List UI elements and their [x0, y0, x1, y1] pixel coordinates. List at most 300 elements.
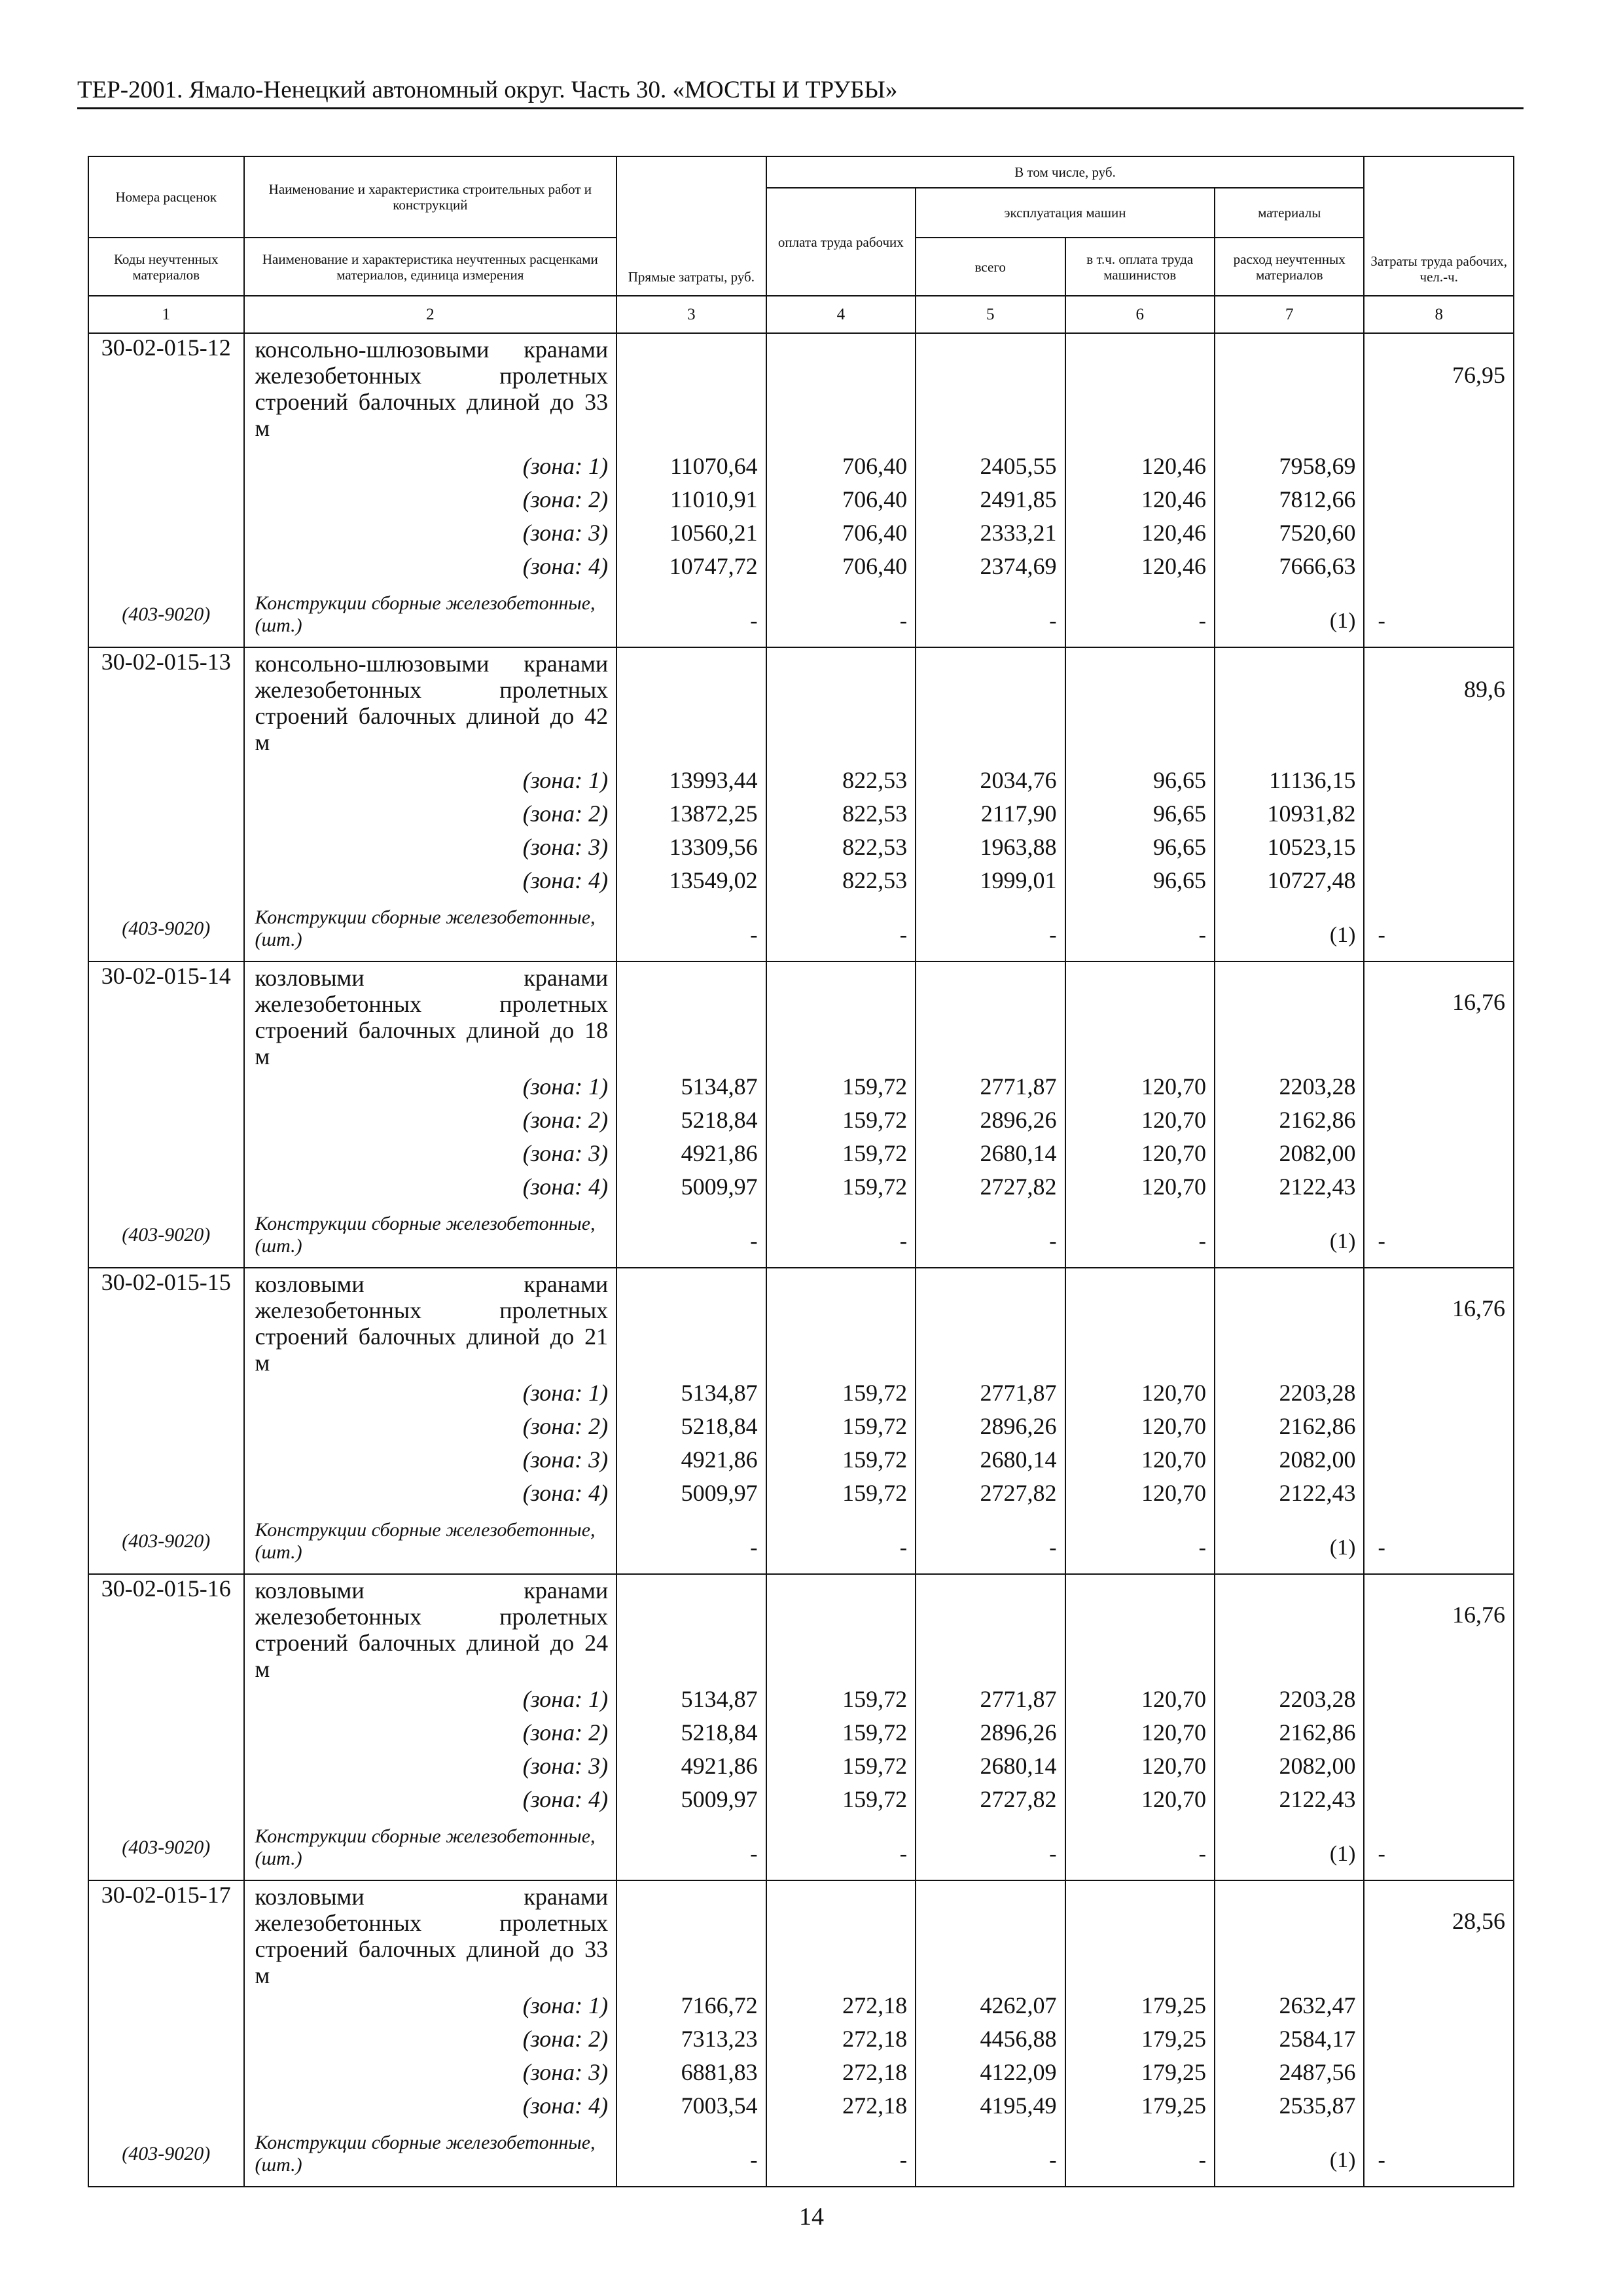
empty-cell: [88, 797, 244, 830]
zone-value: 1963,88: [916, 830, 1065, 863]
zone-value: 11010,91: [616, 482, 766, 516]
material-labor-dash: -: [1364, 2122, 1514, 2187]
material-dash: -: [1065, 583, 1215, 647]
zone-value: 159,72: [766, 1476, 916, 1509]
zone-value: 2771,87: [916, 1376, 1065, 1409]
zone-label: (зона: 3): [244, 516, 617, 549]
empty-cell: [1215, 961, 1364, 1069]
zone-label: (зона: 4): [244, 549, 617, 583]
empty-cell: [88, 1443, 244, 1476]
zone-row: [88, 1136, 1514, 1170]
empty-cell: [916, 1574, 1065, 1682]
zone-value: 159,72: [766, 1136, 916, 1170]
zone-value: 159,72: [766, 1682, 916, 1715]
zone-value: 5009,97: [616, 1782, 766, 1816]
material-name: Конструкции сборные железобетонные, (шт.): [244, 2122, 617, 2187]
zone-label: (зона: 2): [244, 2022, 617, 2055]
rate-title-row: [88, 1268, 1514, 1376]
empty-cell: [1364, 516, 1514, 549]
rate-code: 30-02-015-15: [88, 1268, 244, 1376]
material-dash: -: [1065, 2122, 1215, 2187]
rates-table: [88, 156, 1514, 2187]
zone-value: 2771,87: [916, 1682, 1065, 1715]
header-materials-group: материалы: [1215, 188, 1364, 238]
zone-row: [88, 797, 1514, 830]
empty-cell: [88, 830, 244, 863]
material-row: [88, 1816, 1514, 1880]
material-code: (403-9020): [88, 583, 244, 647]
empty-cell: [766, 647, 916, 763]
empty-cell: [88, 1103, 244, 1136]
zone-row: [88, 1170, 1514, 1203]
zone-value: 2122,43: [1215, 1782, 1364, 1816]
material-code: (403-9020): [88, 1509, 244, 1574]
labor-hours: 16,76: [1364, 961, 1514, 1069]
empty-cell: [1364, 1476, 1514, 1509]
zone-value: 2162,86: [1215, 1409, 1364, 1443]
empty-cell: [916, 1880, 1065, 1988]
zone-value: 2082,00: [1215, 1136, 1364, 1170]
empty-cell: [88, 863, 244, 897]
zone-label: (зона: 3): [244, 1136, 617, 1170]
empty-cell: [1215, 333, 1364, 449]
empty-cell: [1364, 1103, 1514, 1136]
empty-cell: [766, 1574, 916, 1682]
zone-row: [88, 2055, 1514, 2089]
zone-label: (зона: 4): [244, 863, 617, 897]
material-labor-dash: -: [1364, 1509, 1514, 1574]
zone-value: 272,18: [766, 1988, 916, 2022]
zone-value: 706,40: [766, 449, 916, 482]
zone-value: 120,70: [1065, 1443, 1215, 1476]
zone-value: 11070,64: [616, 449, 766, 482]
header-rate-number: Номера расценок: [88, 156, 244, 238]
zone-row: [88, 1409, 1514, 1443]
zone-value: 179,25: [1065, 2089, 1215, 2122]
zone-value: 120,46: [1065, 482, 1215, 516]
empty-cell: [88, 2089, 244, 2122]
zone-value: 159,72: [766, 1749, 916, 1782]
empty-cell: [766, 1268, 916, 1376]
zone-value: 5009,97: [616, 1170, 766, 1203]
zone-value: 120,70: [1065, 1409, 1215, 1443]
zone-value: 4921,86: [616, 1443, 766, 1476]
zone-value: 822,53: [766, 830, 916, 863]
zone-value: 5134,87: [616, 1376, 766, 1409]
empty-cell: [88, 1988, 244, 2022]
material-dash: -: [916, 1509, 1065, 1574]
zone-row: [88, 1682, 1514, 1715]
rate-title-row: [88, 1880, 1514, 1988]
empty-cell: [1065, 333, 1215, 449]
zone-row: [88, 763, 1514, 797]
zone-value: 7166,72: [616, 1988, 766, 2022]
material-dash: -: [766, 1203, 916, 1268]
material-dash: -: [1065, 1203, 1215, 1268]
zone-value: 1999,01: [916, 863, 1065, 897]
empty-cell: [88, 482, 244, 516]
zone-value: 120,70: [1065, 1682, 1215, 1715]
zone-value: 159,72: [766, 1170, 916, 1203]
material-row: [88, 583, 1514, 647]
zone-value: 96,65: [1065, 763, 1215, 797]
empty-cell: [616, 333, 766, 449]
material-name: Конструкции сборные железобетонные, (шт.): [244, 1203, 617, 1268]
empty-cell: [88, 449, 244, 482]
rate-title: козловыми кранами железобетонных пролетных строений балочных длиной до 18 м: [244, 961, 617, 1069]
material-name: Конструкции сборные железобетонные, (шт.): [244, 1816, 617, 1880]
labor-hours: 76,95: [1364, 333, 1514, 449]
empty-cell: [1215, 1268, 1364, 1376]
zone-value: 2727,82: [916, 1476, 1065, 1509]
zone-value: 179,25: [1065, 2022, 1215, 2055]
material-dash: -: [1065, 897, 1215, 961]
rate-code: 30-02-015-16: [88, 1574, 244, 1682]
zone-value: 2896,26: [916, 1715, 1065, 1749]
page-number: 14: [799, 2203, 824, 2231]
zone-row: [88, 863, 1514, 897]
zone-value: 2487,56: [1215, 2055, 1364, 2089]
material-labor-dash: -: [1364, 1203, 1514, 1268]
table-header: [88, 156, 1514, 333]
zone-label: (зона: 4): [244, 1782, 617, 1816]
material-dash: -: [916, 1203, 1065, 1268]
zone-row: [88, 549, 1514, 583]
zone-value: 2727,82: [916, 1782, 1065, 1816]
zone-value: 6881,83: [616, 2055, 766, 2089]
empty-cell: [1364, 1409, 1514, 1443]
empty-cell: [1364, 2055, 1514, 2089]
material-labor-dash: -: [1364, 1816, 1514, 1880]
zone-value: 2491,85: [916, 482, 1065, 516]
zone-row: [88, 2089, 1514, 2122]
empty-cell: [916, 333, 1065, 449]
column-number: 8: [1364, 296, 1514, 333]
zone-value: 5134,87: [616, 1682, 766, 1715]
empty-cell: [88, 1682, 244, 1715]
zone-value: 272,18: [766, 2022, 916, 2055]
zone-row: [88, 1443, 1514, 1476]
zone-row: [88, 1069, 1514, 1103]
empty-cell: [88, 1170, 244, 1203]
labor-hours: 28,56: [1364, 1880, 1514, 1988]
material-qty: (1): [1215, 1203, 1364, 1268]
zone-row: [88, 1749, 1514, 1782]
empty-cell: [1065, 1574, 1215, 1682]
zone-label: (зона: 4): [244, 2089, 617, 2122]
zone-value: 2162,86: [1215, 1103, 1364, 1136]
rate-title: козловыми кранами железобетонных пролетных строений балочных длиной до 33 м: [244, 1880, 617, 1988]
zone-value: 4921,86: [616, 1136, 766, 1170]
empty-cell: [88, 763, 244, 797]
zone-value: 4262,07: [916, 1988, 1065, 2022]
empty-cell: [616, 647, 766, 763]
empty-cell: [1215, 1574, 1364, 1682]
zone-label: (зона: 2): [244, 1715, 617, 1749]
material-code: (403-9020): [88, 1816, 244, 1880]
zone-value: 2117,90: [916, 797, 1065, 830]
zone-value: 5218,84: [616, 1409, 766, 1443]
zone-value: 2034,76: [916, 763, 1065, 797]
zone-row: [88, 1376, 1514, 1409]
empty-cell: [88, 1136, 244, 1170]
zone-value: 822,53: [766, 797, 916, 830]
zone-row: [88, 830, 1514, 863]
material-dash: -: [1065, 1816, 1215, 1880]
empty-cell: [88, 1749, 244, 1782]
zone-value: 2203,28: [1215, 1682, 1364, 1715]
material-name: Конструкции сборные железобетонные, (шт.): [244, 897, 617, 961]
zone-value: 96,65: [1065, 797, 1215, 830]
zone-value: 2082,00: [1215, 1443, 1364, 1476]
empty-cell: [1065, 961, 1215, 1069]
rate-code: 30-02-015-14: [88, 961, 244, 1069]
zone-value: 272,18: [766, 2055, 916, 2089]
zone-value: 4456,88: [916, 2022, 1065, 2055]
zone-label: (зона: 1): [244, 449, 617, 482]
zone-value: 2405,55: [916, 449, 1065, 482]
zone-value: 2122,43: [1215, 1170, 1364, 1203]
material-dash: -: [1065, 1509, 1215, 1574]
zone-value: 2896,26: [916, 1409, 1065, 1443]
empty-cell: [88, 1376, 244, 1409]
material-name: Конструкции сборные железобетонные, (шт.): [244, 1509, 617, 1574]
zone-value: 4921,86: [616, 1749, 766, 1782]
header-work-name: Наименование и характеристика строительных работ и конструкций: [244, 156, 617, 238]
material-dash: -: [616, 1509, 766, 1574]
material-dash: -: [766, 1509, 916, 1574]
zone-value: 96,65: [1065, 830, 1215, 863]
empty-cell: [1364, 449, 1514, 482]
empty-cell: [88, 1782, 244, 1816]
empty-cell: [1364, 1749, 1514, 1782]
material-dash: -: [916, 583, 1065, 647]
material-labor-dash: -: [1364, 897, 1514, 961]
zone-value: 120,70: [1065, 1782, 1215, 1816]
header-labor-costs: Затраты труда рабочих, чел.-ч.: [1364, 156, 1514, 296]
material-qty: (1): [1215, 583, 1364, 647]
zone-label: (зона: 1): [244, 1069, 617, 1103]
zone-label: (зона: 1): [244, 1376, 617, 1409]
header-direct-costs: Прямые затраты, руб.: [616, 156, 766, 296]
rate-title: консольно-шлюзовыми кранами железобетонных пролетных строений балочных длиной до 33 м: [244, 333, 617, 449]
empty-cell: [916, 1268, 1065, 1376]
empty-cell: [1364, 1988, 1514, 2022]
empty-cell: [616, 1268, 766, 1376]
zone-value: 4122,09: [916, 2055, 1065, 2089]
zone-label: (зона: 2): [244, 1409, 617, 1443]
material-dash: -: [766, 1816, 916, 1880]
zone-row: [88, 516, 1514, 549]
zone-value: 272,18: [766, 2089, 916, 2122]
zone-value: 10727,48: [1215, 863, 1364, 897]
zone-value: 2727,82: [916, 1170, 1065, 1203]
header-labor-pay: оплата труда рабочих: [766, 188, 916, 296]
zone-row: [88, 2022, 1514, 2055]
zone-label: (зона: 2): [244, 482, 617, 516]
empty-cell: [766, 333, 916, 449]
empty-cell: [1065, 1268, 1215, 1376]
zone-value: 2162,86: [1215, 1715, 1364, 1749]
zone-value: 7958,69: [1215, 449, 1364, 482]
empty-cell: [616, 961, 766, 1069]
zone-label: (зона: 3): [244, 2055, 617, 2089]
material-qty: (1): [1215, 2122, 1364, 2187]
zone-value: 159,72: [766, 1782, 916, 1816]
rate-title: консольно-шлюзовыми кранами железобетонных пролетных строений балочных длиной до 42 м: [244, 647, 617, 763]
material-code: (403-9020): [88, 897, 244, 961]
zone-row: [88, 1988, 1514, 2022]
zone-row: [88, 1103, 1514, 1136]
zone-value: 120,70: [1065, 1103, 1215, 1136]
zone-label: (зона: 3): [244, 1749, 617, 1782]
zone-value: 120,46: [1065, 549, 1215, 583]
empty-cell: [766, 961, 916, 1069]
empty-cell: [616, 1880, 766, 1988]
column-number: 6: [1065, 296, 1215, 333]
zone-value: 2896,26: [916, 1103, 1065, 1136]
material-dash: -: [766, 583, 916, 647]
zone-value: 7520,60: [1215, 516, 1364, 549]
empty-cell: [1364, 1069, 1514, 1103]
labor-hours: 16,76: [1364, 1574, 1514, 1682]
zone-value: 2203,28: [1215, 1376, 1364, 1409]
zone-value: 706,40: [766, 482, 916, 516]
empty-cell: [88, 1069, 244, 1103]
zone-value: 7313,23: [616, 2022, 766, 2055]
zone-value: 2680,14: [916, 1443, 1065, 1476]
material-dash: -: [616, 897, 766, 961]
zone-value: 10560,21: [616, 516, 766, 549]
empty-cell: [1364, 482, 1514, 516]
zone-label: (зона: 1): [244, 763, 617, 797]
empty-cell: [1364, 1715, 1514, 1749]
column-number: 4: [766, 296, 916, 333]
column-number: 2: [244, 296, 617, 333]
zone-value: 120,46: [1065, 449, 1215, 482]
rate-title-row: [88, 333, 1514, 449]
zone-value: 11136,15: [1215, 763, 1364, 797]
empty-cell: [88, 2055, 244, 2089]
zone-label: (зона: 4): [244, 1476, 617, 1509]
material-row: [88, 1509, 1514, 1574]
empty-cell: [88, 1715, 244, 1749]
rate-title-row: [88, 1574, 1514, 1682]
empty-cell: [88, 549, 244, 583]
column-number: 7: [1215, 296, 1364, 333]
zone-value: 2584,17: [1215, 2022, 1364, 2055]
material-qty: (1): [1215, 1816, 1364, 1880]
empty-cell: [616, 1574, 766, 1682]
header-machines-group: эксплуатация машин: [916, 188, 1215, 238]
material-dash: -: [766, 897, 916, 961]
empty-cell: [1364, 1443, 1514, 1476]
material-dash: -: [616, 583, 766, 647]
empty-cell: [1364, 2022, 1514, 2055]
zone-value: 4195,49: [916, 2089, 1065, 2122]
zone-value: 2771,87: [916, 1069, 1065, 1103]
zone-value: 2122,43: [1215, 1476, 1364, 1509]
zone-value: 120,70: [1065, 1376, 1215, 1409]
zone-value: 706,40: [766, 516, 916, 549]
zone-value: 159,72: [766, 1715, 916, 1749]
empty-cell: [1364, 2089, 1514, 2122]
empty-cell: [88, 2022, 244, 2055]
zone-row: [88, 482, 1514, 516]
header-including-group: В том числе, руб.: [766, 156, 1364, 188]
zone-value: 120,70: [1065, 1136, 1215, 1170]
zone-value: 179,25: [1065, 2055, 1215, 2089]
empty-cell: [1364, 797, 1514, 830]
zone-label: (зона: 3): [244, 830, 617, 863]
empty-cell: [1215, 647, 1364, 763]
empty-cell: [1364, 1170, 1514, 1203]
zone-value: 179,25: [1065, 1988, 1215, 2022]
header-machines-total: всего: [916, 238, 1065, 296]
material-dash: -: [616, 1203, 766, 1268]
material-row: [88, 2122, 1514, 2187]
zone-row: [88, 1715, 1514, 1749]
zone-value: 120,70: [1065, 1715, 1215, 1749]
zone-value: 2535,87: [1215, 2089, 1364, 2122]
zone-value: 120,46: [1065, 516, 1215, 549]
empty-cell: [88, 1476, 244, 1509]
zone-value: 7812,66: [1215, 482, 1364, 516]
empty-cell: [1364, 763, 1514, 797]
zone-value: 2333,21: [916, 516, 1065, 549]
rate-code: 30-02-015-17: [88, 1880, 244, 1988]
zone-value: 159,72: [766, 1376, 916, 1409]
zone-label: (зона: 3): [244, 1443, 617, 1476]
labor-hours: 89,6: [1364, 647, 1514, 763]
column-number: 1: [88, 296, 244, 333]
zone-value: 159,72: [766, 1069, 916, 1103]
material-dash: -: [616, 1816, 766, 1880]
empty-cell: [1364, 830, 1514, 863]
zone-row: [88, 449, 1514, 482]
zone-value: 159,72: [766, 1443, 916, 1476]
rate-title: козловыми кранами железобетонных пролетных строений балочных длиной до 21 м: [244, 1268, 617, 1376]
page-header: ТЕР-2001. Ямало-Ненецкий автономный округ. Часть 30. «МОСТЫ И ТРУБЫ»: [77, 73, 1524, 109]
rate-title: козловыми кранами железобетонных пролетных строений балочных длиной до 24 м: [244, 1574, 617, 1682]
zone-value: 822,53: [766, 763, 916, 797]
zone-value: 7003,54: [616, 2089, 766, 2122]
zone-value: 13872,25: [616, 797, 766, 830]
zone-row: [88, 1476, 1514, 1509]
zone-value: 13309,56: [616, 830, 766, 863]
zone-value: 2680,14: [916, 1749, 1065, 1782]
header-material-codes: Коды неучтенных материалов: [88, 238, 244, 296]
column-number: 5: [916, 296, 1065, 333]
header-material-names: Наименование и характеристика неучтенных расценками материалов, единица измерения: [244, 238, 617, 296]
rate-title-row: [88, 647, 1514, 763]
zone-value: 5134,87: [616, 1069, 766, 1103]
rate-code: 30-02-015-12: [88, 333, 244, 449]
zone-value: 159,72: [766, 1409, 916, 1443]
material-code: (403-9020): [88, 1203, 244, 1268]
material-qty: (1): [1215, 897, 1364, 961]
zone-value: 5218,84: [616, 1103, 766, 1136]
zone-row: [88, 1782, 1514, 1816]
zone-label: (зона: 1): [244, 1988, 617, 2022]
empty-cell: [766, 1880, 916, 1988]
empty-cell: [1065, 647, 1215, 763]
material-row: [88, 897, 1514, 961]
zone-value: 706,40: [766, 549, 916, 583]
zone-value: 2203,28: [1215, 1069, 1364, 1103]
material-row: [88, 1203, 1514, 1268]
zone-value: 10931,82: [1215, 797, 1364, 830]
